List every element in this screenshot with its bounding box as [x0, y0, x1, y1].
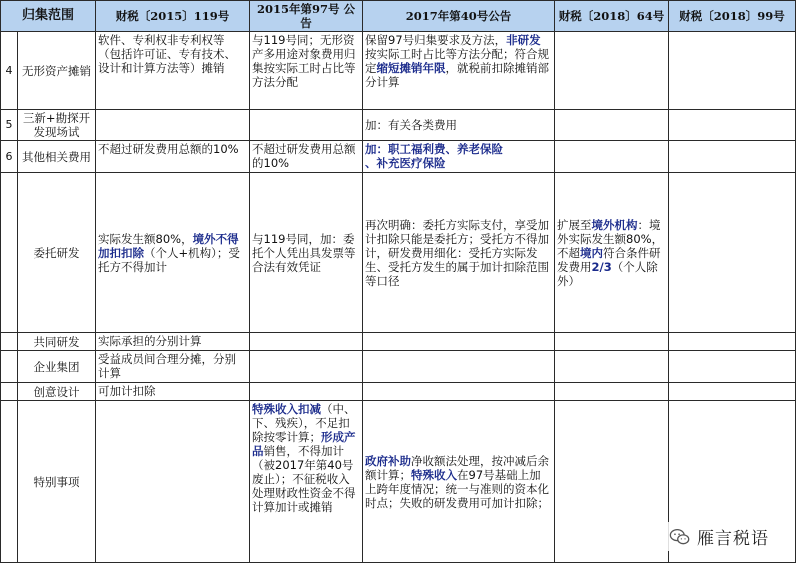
text-segment: 保留97号归集要求及方法， — [365, 33, 507, 47]
cell-2015-97 — [250, 401, 363, 563]
highlight-text: 2/3 — [591, 259, 612, 274]
header-2018-64: 财税〔2018〕64号 — [555, 1, 669, 32]
row-number — [1, 383, 18, 401]
highlight-text: 、补充医疗保险 — [365, 156, 446, 170]
cell-2018-64 — [555, 401, 669, 563]
cell-2015-119: 实际承担的分别计算 — [96, 333, 250, 351]
cell-2017-40 — [363, 401, 555, 563]
row-number: 5 — [1, 110, 18, 141]
cell-2015-119: 受益成员间合理分摊，分别计算 — [96, 351, 250, 383]
highlight-text: 境外机构 — [591, 217, 638, 232]
scope-cell: 委托研发 — [18, 173, 96, 333]
cell-2017-40: 加：有关各类费用 — [363, 110, 555, 141]
highlight-text: 境内 — [580, 245, 604, 260]
cell-2018-64 — [555, 110, 669, 141]
cell-2018-99 — [669, 333, 796, 351]
watermark-text: 雁言税语 — [697, 529, 769, 549]
header-2015-97: 2015年第97号 公告 — [250, 1, 363, 32]
cell-2015-119 — [96, 401, 250, 563]
scope-cell: 创意设计 — [18, 383, 96, 401]
text-segment: ：境外实际发生额80%，不超 — [557, 217, 664, 260]
scope-cell: 共同研发 — [18, 333, 96, 351]
row-number — [1, 351, 18, 383]
text-segment: 扩展至 — [557, 217, 592, 232]
table-row — [1, 32, 796, 110]
cell-2015-119: 不超过研发费用总额的10% — [96, 141, 250, 173]
highlight-text: 境外不得加扣扣除 — [98, 231, 239, 260]
cell-2018-99 — [669, 383, 796, 401]
scope-cell: 特别事项 — [18, 401, 96, 563]
cell-2017-40 — [363, 141, 555, 173]
cell-2015-97 — [250, 383, 363, 401]
highlight-text: 特殊收入 — [411, 467, 458, 482]
scope-cell: 无形资产摊销 — [18, 32, 96, 110]
table-row — [1, 333, 796, 351]
header-2018-99: 财税〔2018〕99号 — [669, 1, 796, 32]
scope-cell: 企业集团 — [18, 351, 96, 383]
text-segment: 符合条件研发费用 — [557, 245, 661, 274]
table-row — [1, 351, 796, 383]
cell-2018-99 — [669, 32, 796, 110]
watermark — [665, 522, 773, 551]
text-segment: 实际发生额80%， — [98, 231, 193, 246]
cell-2018-99 — [669, 141, 796, 173]
text-segment: （中、下、残疾），不足扣除按零计算； — [252, 402, 356, 444]
text-segment: 销售，不得加计（被2017年第40号废止）；不征税收入处理财政性资金不得计算加计或摊销 — [252, 444, 356, 514]
text-segment: 在97号基础上加上跨年度情况；统一与准则的资本化时点；失败的研发费用可加计扣除； — [365, 467, 550, 510]
cell-2015-97 — [250, 110, 363, 141]
header-2015-119: 财税〔2015〕119号 — [96, 1, 250, 32]
cell-2015-119: 软件、专利权非专利权等（包括许可证、专有技术、设计和计算方法等）摊销 — [96, 32, 250, 110]
text-segment: （个人+机构）；受托方不得加计 — [98, 245, 240, 274]
text-segment: 净收额法处理，按冲减后余额计算； — [365, 453, 550, 482]
cell-2018-64 — [555, 141, 669, 173]
text-segment: ，就税前扣除摊销部分计算 — [365, 61, 550, 89]
table-row — [1, 383, 796, 401]
table-row — [1, 141, 796, 173]
highlight-text: 形成产品 — [252, 430, 356, 458]
header-scope: 归集范围 — [1, 1, 96, 32]
highlight-text: 特殊收入扣减 — [252, 402, 322, 416]
cell-2015-97: 与119号同，加：委托个人凭出具发票等合法有效凭证 — [250, 173, 363, 333]
cell-2015-119 — [96, 173, 250, 333]
text-segment: （个人除外） — [557, 259, 658, 288]
cell-2018-99 — [669, 110, 796, 141]
cell-2015-97: 不超过研发费用总额的10% — [250, 141, 363, 173]
cell-2015-119 — [96, 110, 250, 141]
cell-2015-97 — [250, 351, 363, 383]
cell-2018-99 — [669, 351, 796, 383]
cell-2018-64 — [555, 32, 669, 110]
highlight-text: 缩短摊销年限 — [376, 61, 446, 75]
cell-2015-119: 可加计扣除 — [96, 383, 250, 401]
cell-2017-40 — [363, 351, 555, 383]
row-number — [1, 333, 18, 351]
table-row — [1, 173, 796, 333]
cell-2018-64 — [555, 333, 669, 351]
cell-2018-64 — [555, 383, 669, 401]
text-segment: 按实际工时占比等方法分配；符合规定 — [365, 47, 550, 75]
cell-2017-40 — [363, 32, 555, 110]
highlight-text: 非研发 — [506, 33, 541, 47]
cell-2015-97 — [250, 333, 363, 351]
row-number: 4 — [1, 32, 18, 110]
scope-cell: 其他相关费用 — [18, 141, 96, 173]
cell-2018-64 — [555, 173, 669, 333]
row-number — [1, 173, 18, 333]
cell-2018-99 — [669, 173, 796, 333]
cell-2018-64 — [555, 351, 669, 383]
table-row — [1, 110, 796, 141]
header-row — [1, 1, 796, 32]
highlight-text: 政府补助 — [365, 453, 412, 468]
header-2017-40: 2017年第40号公告 — [363, 1, 555, 32]
highlight-text: 加：职工福利费、养老保险 — [365, 142, 504, 156]
scope-cell: 三新+勘探开发现场试 — [18, 110, 96, 141]
row-number: 6 — [1, 141, 18, 173]
cell-2017-40 — [363, 383, 555, 401]
wechat-icon — [669, 526, 691, 548]
cell-2017-40 — [363, 333, 555, 351]
row-number — [1, 401, 18, 563]
cell-2017-40: 再次明确：委托方实际支付，享受加计扣除只能是委托方；受托方不得加计，研发费用细化：受托方实际发生、受托方发生的属于加计扣除范围等口径 — [363, 173, 555, 333]
cell-2015-97: 与119号同；无形资产多用途对象费用归集按实际工时占比等方法分配 — [250, 32, 363, 110]
